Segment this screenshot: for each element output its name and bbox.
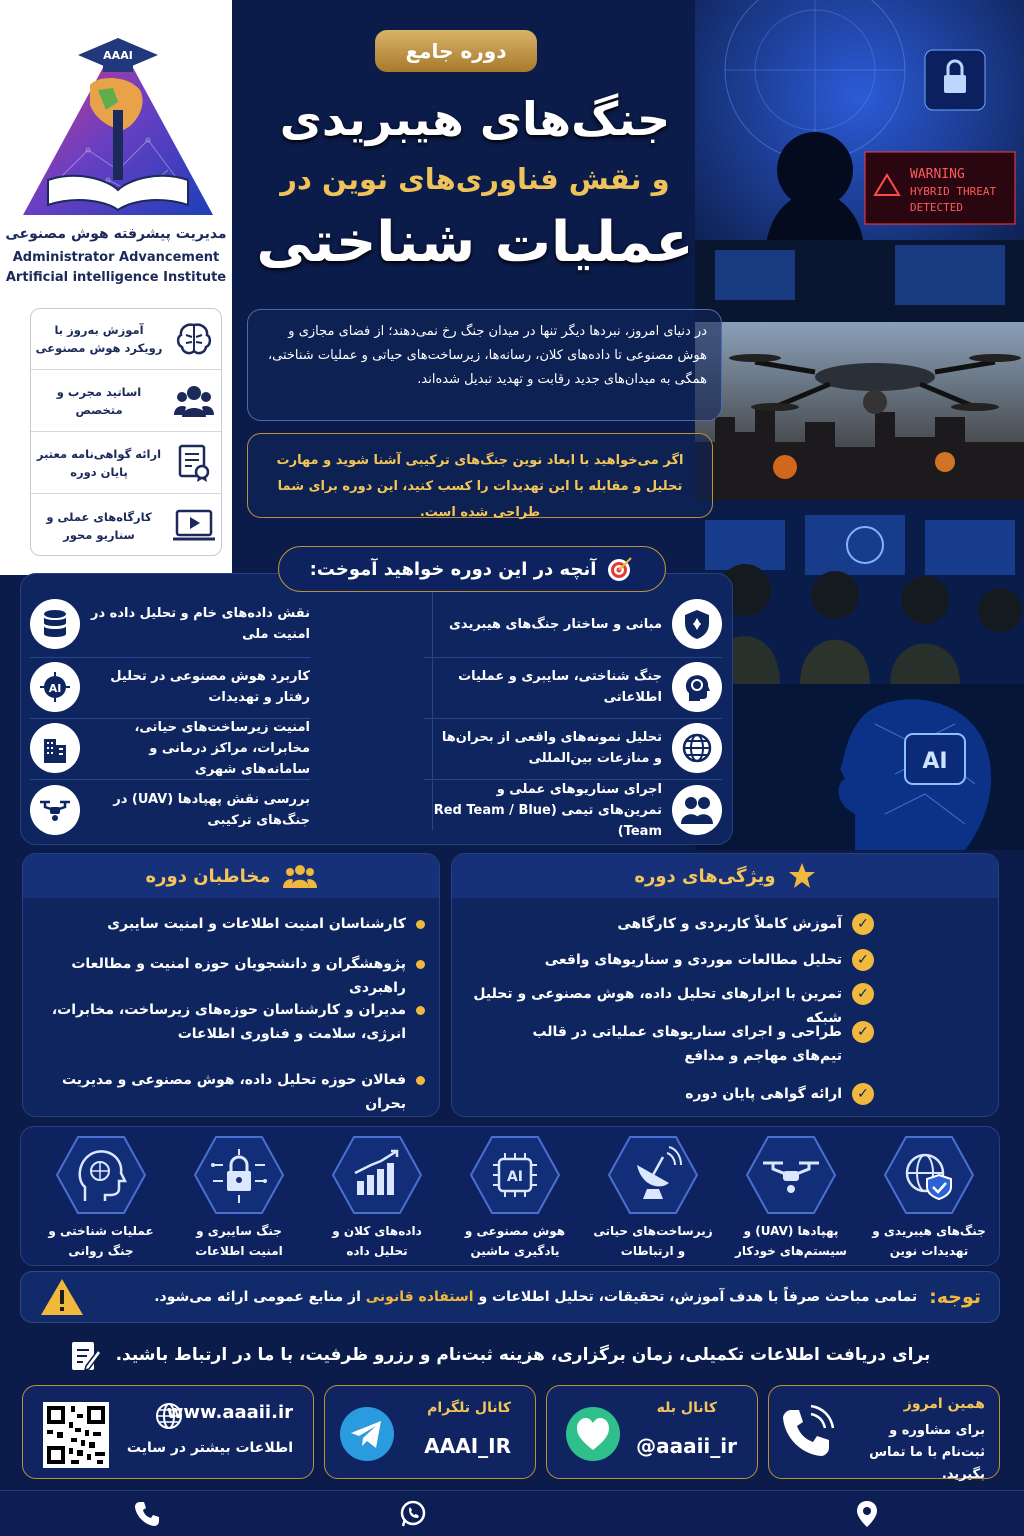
bullet-dot	[416, 920, 425, 929]
note-text	[97, 1289, 917, 1305]
detected-text: DETECTED	[910, 201, 963, 214]
hybrid-threat-text: HYBRID THREAT	[910, 185, 997, 198]
learn-item-label: اجرای سناریوهای عملی و تمرین‌های تیمی (Red Team / Blue Team)	[433, 781, 662, 839]
intro-text: در دنیای امروز، نبردها دیگر تنها در میدان جنگ رخ نمی‌دهند؛ از فضای مجازی و هوش مصنوعی تا داده‌های کلان، رسانه‌ها، زیرساخت‌های حیاتی و عملیات شناختی، همگی به میدان‌های جدید رقابت و تهدید تبدیل شده‌اند.	[247, 309, 722, 421]
cyber-hacker-photo	[695, 0, 1024, 322]
warning-text: WARNING	[910, 167, 965, 182]
ai-head-photo	[695, 684, 1024, 850]
topic-big-data	[317, 1135, 437, 1263]
bar-chart-icon	[331, 1135, 423, 1215]
svg-text:AI: AI	[48, 682, 62, 695]
sidebar-feature-label: اساتید مجرب و متخصص	[56, 385, 142, 417]
institute-name-fa: مدیریت پیشرفته هوش مصنوعی	[5, 226, 227, 242]
drone-icon	[745, 1135, 837, 1215]
note-text-a: تمامی مباحث صرفاً با هدف آموزش، تحقیقات، تحلیل اطلاعات و	[478, 1289, 918, 1305]
course-feature-label: آموزش کاملاً کاربردی و کارگاهی	[617, 916, 842, 932]
group-icon	[283, 863, 317, 889]
learn-item-label: بررسی نقش پهپادها (UAV) در جنگ‌های ترکیبی	[113, 792, 310, 828]
course-feature-item	[512, 1020, 874, 1068]
check-icon: ✓	[852, 1083, 874, 1105]
target-icon	[606, 555, 634, 583]
logo-text: AAAI	[103, 49, 133, 62]
database-icon	[30, 599, 80, 649]
topic-cyber	[179, 1135, 299, 1263]
audience-item	[37, 952, 425, 1000]
topic-drones	[731, 1135, 851, 1263]
institute-name-en-line2: Artificial intelligence Institute	[5, 270, 227, 285]
course-feature-label: تمرین با ابزارهای تحلیل داده، هوش مصنوعی و تحلیل شبکه	[473, 986, 842, 1026]
topic-label: جنگ‌های هیبریدی و تهدیدات نوین	[872, 1224, 986, 1258]
globe-shield-icon	[883, 1135, 975, 1215]
building-icon	[30, 723, 80, 773]
learn-item	[432, 659, 722, 715]
audience-item-label: مدیران و کارشناسان حوزه‌های زیرساخت، مخابرات، انرژی، سلامت و فناوری اطلاعات	[51, 1002, 406, 1042]
team-icon	[167, 379, 221, 423]
note-text-c: از منابع عمومی ارائه می‌شود.	[154, 1289, 361, 1305]
topic-cognitive	[41, 1135, 161, 1263]
institute-name-en-line1: Administrator Advancement	[12, 250, 220, 265]
location-pin-icon[interactable]	[852, 1499, 882, 1529]
audience-item	[37, 1068, 425, 1116]
learn-row-divider	[30, 779, 310, 780]
call-text: برای مشاوره و ثبت‌نام با ما تماس بگیرید.	[869, 1423, 985, 1482]
course-feature-item	[466, 948, 874, 972]
topic-ai	[455, 1135, 575, 1263]
institute-logo	[18, 30, 218, 220]
check-icon: ✓	[852, 983, 874, 1005]
audience-card	[22, 853, 440, 1117]
sidebar-feature-certificate	[31, 433, 221, 494]
institute-panel	[0, 0, 232, 575]
sidebar-feature-label: آموزش به‌روز با رویکرد هوش مصنوعی	[35, 323, 163, 355]
head-gear-icon	[672, 662, 722, 712]
audience-item	[37, 998, 425, 1046]
topic-infrastructure	[593, 1135, 713, 1263]
phone-icon	[777, 1404, 835, 1466]
learn-item	[30, 720, 310, 776]
learn-item-label: کاربرد هوش مصنوعی در تحلیل رفتار و تهدیدات	[110, 669, 310, 705]
course-feature-item	[466, 1082, 874, 1106]
learn-row-divider	[424, 718, 722, 719]
check-icon: ✓	[852, 1021, 874, 1043]
telegram-channel-box[interactable]	[324, 1385, 536, 1479]
whatsapp-icon[interactable]	[398, 1499, 428, 1529]
learn-section	[20, 573, 733, 845]
course-features-title	[452, 854, 998, 898]
title-hybrid-wars: جنگ‌های هیبریدی	[279, 92, 671, 146]
drone-city-photo	[695, 322, 1024, 500]
topic-label: زیرساخت‌های حیاتی و ارتباطات	[593, 1224, 713, 1258]
star-icon	[788, 862, 816, 890]
note-key: توجه:	[929, 1286, 981, 1308]
call-title: همین امروز	[903, 1396, 985, 1412]
course-feature-item	[466, 912, 874, 936]
audience-item-label: کارشناسان امنیت اطلاعات و امنیت سایبری	[107, 916, 406, 932]
topic-label: هوش مصنوعی و یادگیری ماشین	[464, 1224, 566, 1258]
learn-item	[432, 596, 722, 652]
learn-item-label: نقش داده‌های خام و تحلیل داده در امنیت ملی	[90, 606, 310, 642]
sidebar-features	[30, 308, 222, 556]
audience-item-label: پژوهشگران و دانشجویان حوزه امنیت و مطالعات راهبردی	[71, 956, 406, 996]
learn-item	[30, 596, 310, 652]
sidebar-feature-updated	[31, 309, 221, 370]
bullet-dot	[416, 1006, 425, 1015]
topic-label: جنگ سایبری و امنیت اطلاعات	[195, 1224, 283, 1258]
audience-item-label: فعالان حوزه تحلیل داده، هوش مصنوعی و مدیریت بحران	[61, 1072, 406, 1112]
photo-column	[695, 0, 1024, 850]
warning-icon	[39, 1277, 85, 1317]
topic-hybrid-wars	[869, 1135, 989, 1263]
edit-note-icon	[70, 1338, 102, 1372]
course-feature-label: طراحی و اجرای سناریوهای عملیاتی در قالب تیم‌های مهاجم و مدافع	[532, 1024, 842, 1064]
telegram-title: کانال تلگرام	[427, 1400, 511, 1416]
note-text-legal: استفاده قانونی	[365, 1289, 474, 1305]
course-feature-label: تحلیل مطالعات موردی و سناریوهای واقعی	[544, 952, 842, 968]
circuit-lock-icon	[193, 1135, 285, 1215]
check-icon: ✓	[852, 949, 874, 971]
audience-title-text: مخاطبان دوره	[145, 865, 271, 887]
learn-row-divider	[424, 657, 722, 658]
title-cognitive-ops: عملیات شناختی	[256, 210, 694, 275]
website-text: اطلاعات بیشتر در سایت	[126, 1440, 293, 1456]
course-features-title-text: ویژگی‌های دوره	[634, 865, 776, 887]
call-box[interactable]	[768, 1385, 1000, 1482]
sidebar-feature-label: کارگاه‌های عملی و سناریو محور	[46, 509, 152, 542]
learn-item-label: امنیت زیرساخت‌های حیاتی، مخابرات، مراکز درمانی و سامانه‌های شهری	[134, 719, 310, 777]
ai-photo-label: AI	[922, 749, 948, 774]
bullet-dot	[416, 1076, 425, 1085]
topics-row	[20, 1126, 1000, 1266]
learn-item	[432, 720, 722, 776]
brain-head-icon	[55, 1135, 147, 1215]
drone-icon	[30, 785, 80, 835]
learn-item-label: مبانی و ساختار جنگ‌های هیبریدی	[449, 616, 662, 632]
svg-text:AI: AI	[506, 1169, 524, 1185]
contact-line	[60, 1335, 940, 1375]
phone-icon[interactable]	[132, 1499, 162, 1529]
topic-label: داده‌های کلان و تحلیل داده	[332, 1224, 422, 1258]
learn-item	[30, 782, 310, 838]
sidebar-feature-teachers	[31, 371, 221, 432]
globe-icon	[672, 723, 722, 773]
soldiers-control-room-photo	[695, 500, 1024, 684]
contact-line-text: برای دریافت اطلاعات تکمیلی، زمان برگزاری، هزینه ثبت‌نام و رزرو ظرفیت، با ما در ارتباط باشید.	[115, 1345, 931, 1365]
bale-handle: @aaaii_ir	[636, 1434, 737, 1458]
sidebar-feature-workshops	[31, 495, 221, 556]
website-box[interactable]	[22, 1385, 314, 1479]
course-feature-label: ارائه گواهی پایان دوره	[685, 1086, 842, 1102]
learn-item	[30, 659, 310, 715]
topic-label: عملیات شناختی و جنگ روانی	[48, 1224, 154, 1258]
telegram-icon	[337, 1404, 397, 1468]
intro-callout: اگر می‌خواهید با ابعاد نوین جنگ‌های ترکیبی آشنا شوید و مهارت تحلیل و مقابله با این تهدیدات را کسب کنید، این دوره برای شما طراحی شده است.	[247, 433, 713, 518]
course-badge: دوره جامع	[375, 30, 537, 72]
disclaimer-note	[20, 1271, 1000, 1323]
learn-item-label: جنگ شناختی، سایبری و عملیات اطلاعاتی	[458, 669, 662, 705]
learn-item-label: تحلیل نمونه‌های واقعی از بحران‌ها و منازعات بین‌المللی	[441, 730, 662, 766]
learn-title-text: آنچه در این دوره خواهید آموخت:	[309, 558, 597, 580]
shield-icon	[672, 599, 722, 649]
website-url[interactable]: www.aaaii.ir	[166, 1402, 293, 1423]
title-new-tech: و نقش فناوری‌های نوین در	[280, 162, 670, 196]
sidebar-feature-label: ارائه گواهی‌نامه معتبر پایان دوره	[36, 447, 162, 479]
footer-bar	[0, 1490, 1024, 1536]
audience-title	[23, 854, 439, 898]
telegram-handle: AAAI_IR	[424, 1434, 511, 1458]
bullet-dot	[416, 960, 425, 969]
check-icon: ✓	[852, 913, 874, 935]
certificate-icon	[167, 441, 221, 485]
ai-chip-icon	[469, 1135, 561, 1215]
satellite-dish-icon	[607, 1135, 699, 1215]
brain-icon	[167, 317, 221, 361]
bale-channel-box[interactable]	[546, 1385, 758, 1479]
learn-item	[432, 782, 722, 838]
audience-item	[37, 912, 425, 936]
qr-code-icon	[43, 1402, 109, 1472]
video-lesson-icon	[167, 504, 221, 548]
learn-title	[278, 546, 666, 592]
ai-chip-icon	[30, 662, 80, 712]
bale-title: کانال بله	[656, 1400, 717, 1416]
topic-label: پهپادها (UAV) و سیستم‌های خودکار	[735, 1224, 847, 1258]
bale-icon	[563, 1404, 623, 1468]
course-features-card	[451, 853, 999, 1117]
learn-row-divider	[30, 657, 310, 658]
people-icon	[672, 785, 722, 835]
